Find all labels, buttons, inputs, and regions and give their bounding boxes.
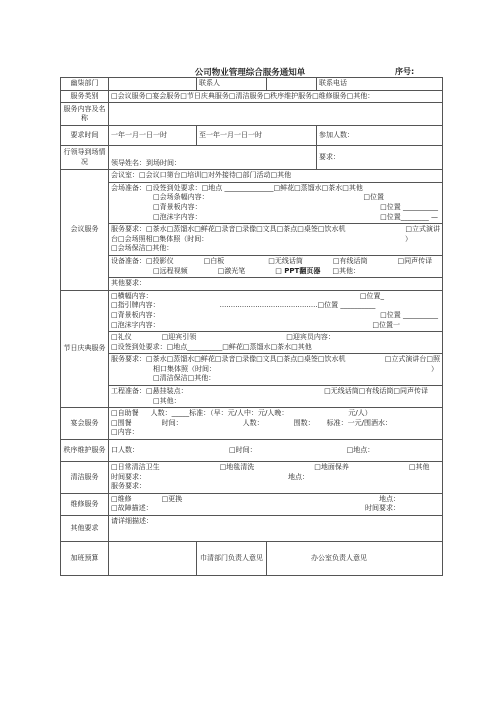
festival-photo-paren: ） xyxy=(431,364,438,373)
contact-label: 联系人 xyxy=(197,78,267,91)
banquet-table-standard: 标准：一元/围酒水： xyxy=(326,418,392,427)
row-meeting-prep xyxy=(61,182,443,223)
banquet-cell[interactable] xyxy=(109,408,443,440)
cleaning-carpet: □地毯清洗 xyxy=(219,463,255,472)
department-label: 幽柒部门 xyxy=(61,78,109,91)
row-leader xyxy=(61,146,443,170)
meeting-clean-line: □会场保洁□其他： xyxy=(111,244,174,253)
banquet-table-time: 时间： xyxy=(161,418,183,427)
service-form-table xyxy=(60,77,443,576)
festival-stand-option: □立式演讲台□照 xyxy=(384,355,440,364)
banquet-content: □内容： xyxy=(111,428,139,437)
office-head-opinion-label: 办公室负责人意见 xyxy=(267,542,443,576)
meeting-wireless-mic: □无线话筒 xyxy=(268,256,303,265)
row-cleaning xyxy=(61,462,443,494)
cleaning-requirement: 服务要求： xyxy=(111,482,146,491)
phone-label: 联系电话 xyxy=(317,78,443,91)
service-content-label: 服务内容及名称 xyxy=(61,103,109,126)
row-budget xyxy=(61,542,443,576)
festival-backdrop-position: □位置 __________ xyxy=(380,310,438,319)
service-content-field[interactable] xyxy=(109,103,443,126)
festival-content-cell[interactable] xyxy=(109,290,443,331)
meeting-photo-paren: ） xyxy=(405,234,412,243)
leader-requirement[interactable]: 要求： xyxy=(317,146,443,170)
meeting-service-label: 会议服务 xyxy=(61,170,109,291)
row-service-content xyxy=(61,103,443,126)
row-repair xyxy=(61,493,443,515)
repair-fix: □维修 xyxy=(111,494,132,503)
serial-number-label: 序号: xyxy=(395,67,415,76)
row-banquet xyxy=(61,408,443,440)
cleaning-daily: □日常清洁卫生 xyxy=(111,463,160,472)
budget-field[interactable] xyxy=(109,542,197,576)
meeting-video-conf: □远程视频 xyxy=(153,266,188,275)
banquet-table-rounds: 围数： xyxy=(293,418,315,427)
festival-greeting: □迎宾引领 xyxy=(161,333,197,342)
festival-flowers: __________□鲜花□蒸馏水□茶水□其他 xyxy=(187,342,312,351)
department-field[interactable] xyxy=(109,78,197,91)
meeting-backdrop-position: □位置 __________ xyxy=(380,202,438,211)
row-meeting-equipment xyxy=(61,255,443,277)
contact-field[interactable] xyxy=(267,78,317,91)
meeting-room-text: 会议室：□会议口第台□培训□对外接待□部门活动□其他 xyxy=(111,171,292,180)
banquet-table: □围餐 xyxy=(111,418,132,427)
festival-dots: ............................................ xyxy=(219,301,318,310)
meeting-photo-line: 台□会场照相□集体照（时间： xyxy=(111,234,209,243)
meeting-room-line[interactable] xyxy=(109,170,443,183)
meeting-equipment-other: □其他： xyxy=(332,266,360,275)
banquet-buffet-standard: _____标准：（早：元/人中：元/人晚： xyxy=(171,409,289,418)
repair-cell[interactable] xyxy=(109,493,443,515)
festival-foam: □泡沫字内容： xyxy=(111,320,160,329)
repair-fault: □故障描述： xyxy=(111,504,153,513)
meeting-foam-line: □泡沫字内容： xyxy=(153,212,202,221)
meeting-prep-line: 会场准备：□设签到处要求：□地点 ______________□鲜花□蒸馏水□茶水□其他 xyxy=(111,183,363,192)
festival-banner: □横幅内容： xyxy=(111,291,153,300)
meeting-service-req: 服务要求：□茶水□蒸馏水□鲜花□录音□录像□文具□茶点□桌签□饮水机 xyxy=(111,225,346,234)
festival-engineering-other: □其他： xyxy=(153,396,181,405)
banquet-buffet-unit: 元/人） xyxy=(348,409,372,418)
banquet-buffet-count: 人数： xyxy=(150,409,172,418)
cleaning-place: 地点： xyxy=(288,472,309,481)
meeting-banner-position: □位置 xyxy=(363,193,384,202)
banquet-service-label: 宴会服务 xyxy=(61,408,109,440)
time-from[interactable]: 一年一月一日一时 xyxy=(109,126,197,146)
leader-label: 行领导到场情况 xyxy=(61,146,109,170)
order-place: □地点： xyxy=(346,445,375,454)
festival-photo: 相口集体照（时间： xyxy=(153,364,216,373)
time-label: 要求时间 xyxy=(61,126,109,146)
dept-head-opinion-label: 巾清部门负责人意见 xyxy=(197,542,267,576)
meeting-backdrop-line: □背景板内容： xyxy=(153,202,202,211)
meeting-whiteboard: □白板 xyxy=(203,256,225,265)
row-meeting-other xyxy=(61,278,443,291)
row-department xyxy=(61,78,443,91)
festival-etiquette: □礼仪 xyxy=(111,333,132,342)
festival-clean: □清洁保洁□其他： xyxy=(153,374,216,383)
festival-engineering-cell[interactable] xyxy=(109,386,443,408)
order-cell[interactable] xyxy=(109,440,443,462)
row-meeting-service xyxy=(61,224,443,256)
meeting-ppt-clicker: □ PPT翻页器 xyxy=(275,266,321,275)
cleaning-service-label: 清洁服务 xyxy=(61,462,109,494)
meeting-equipment-cell[interactable] xyxy=(109,255,443,277)
festival-etiquette-cell[interactable] xyxy=(109,332,443,354)
row-order xyxy=(61,440,443,462)
festival-foam-position: □位置一 xyxy=(372,320,400,329)
attendee-count[interactable]: 参加人数： xyxy=(317,126,443,146)
row-festival-etiquette xyxy=(61,332,443,354)
row-service-type xyxy=(61,90,443,103)
row-festival-engineering xyxy=(61,386,443,408)
meeting-projector: 设备准备：□投影仪 xyxy=(111,256,174,265)
meeting-service-cell[interactable] xyxy=(109,224,443,256)
meeting-prep-cell[interactable] xyxy=(109,182,443,223)
budget-label: 加班预算 xyxy=(61,542,109,576)
order-service-label: 秩序维护服务 xyxy=(61,440,109,462)
festival-sign-position: □位置 __________ xyxy=(317,301,376,310)
cleaning-time: 时间要求： xyxy=(111,472,146,481)
banquet-buffet: □自助餐 xyxy=(111,409,139,418)
meeting-stand-option: □立式演讲 xyxy=(405,225,440,234)
row-other xyxy=(61,516,443,542)
festival-service-req: 服务要求：□茶水□蒸馏水□鲜花□录音□录像□文具□茶点□桌签□饮水机 xyxy=(111,355,346,364)
meeting-interpretation: □同声传译 xyxy=(397,256,433,265)
meeting-wired-mic: □有线话筒 xyxy=(332,256,368,265)
cleaning-floor: □地面保养 xyxy=(314,463,349,472)
repair-service-label: 维修服务 xyxy=(61,493,109,515)
other-description[interactable]: 请详细描述： xyxy=(109,516,443,542)
cleaning-cell[interactable] xyxy=(109,462,443,494)
banquet-table-count: 人数： xyxy=(242,418,264,427)
festival-service-label: 节日庆典服务 xyxy=(61,290,109,408)
meeting-other-line: 其他要求： xyxy=(111,279,146,288)
festival-checkin: □设签到处要求：□地点 xyxy=(111,342,188,351)
meeting-banner-line: □会场条幅内容： xyxy=(153,193,209,202)
order-time: □时间： xyxy=(229,445,257,454)
repair-replace: □更换 xyxy=(161,494,183,503)
row-meeting-room xyxy=(61,170,443,183)
repair-place: 地点： xyxy=(379,494,400,503)
festival-mic-options: □无线话筒□有线话筒□同声传译 xyxy=(324,387,428,396)
order-people: 口人数： xyxy=(111,445,139,454)
leader-field[interactable]: 领导姓名：到场时间： xyxy=(109,146,317,170)
row-festival-service xyxy=(61,354,443,386)
repair-time: 时间要求： xyxy=(365,504,400,513)
other-requirement-label: 其他要求 xyxy=(61,516,109,542)
meeting-foam-position: □位置________ — xyxy=(380,212,438,221)
festival-banner-position: □位置_ xyxy=(359,291,384,300)
festival-sign: □指引牌内容： xyxy=(111,301,160,310)
row-time xyxy=(61,126,443,146)
cleaning-other: □其他 xyxy=(408,463,430,472)
festival-backdrop: □背景板内容： xyxy=(111,310,160,319)
festival-service-cell[interactable] xyxy=(109,354,443,386)
service-type-options[interactable]: □会议服务□宴会服务□节日庆典服务□清洁服务□秩序维护服务□维修服务□其他： xyxy=(109,90,443,103)
festival-hanging: 工程准备：□悬挂装点： xyxy=(111,387,188,396)
meeting-other-cell[interactable] xyxy=(109,278,443,291)
service-type-label: 服务类别 xyxy=(61,90,109,103)
form-title: 公司物业管理综合服务通知单 xyxy=(194,68,306,78)
time-to[interactable]: 至一年一月一日一时 xyxy=(197,126,317,146)
row-festival-content xyxy=(61,290,443,331)
festival-greeter-content: □迎宾员内容： xyxy=(286,333,335,342)
meeting-laser-pointer: □激光笔 xyxy=(217,266,246,275)
